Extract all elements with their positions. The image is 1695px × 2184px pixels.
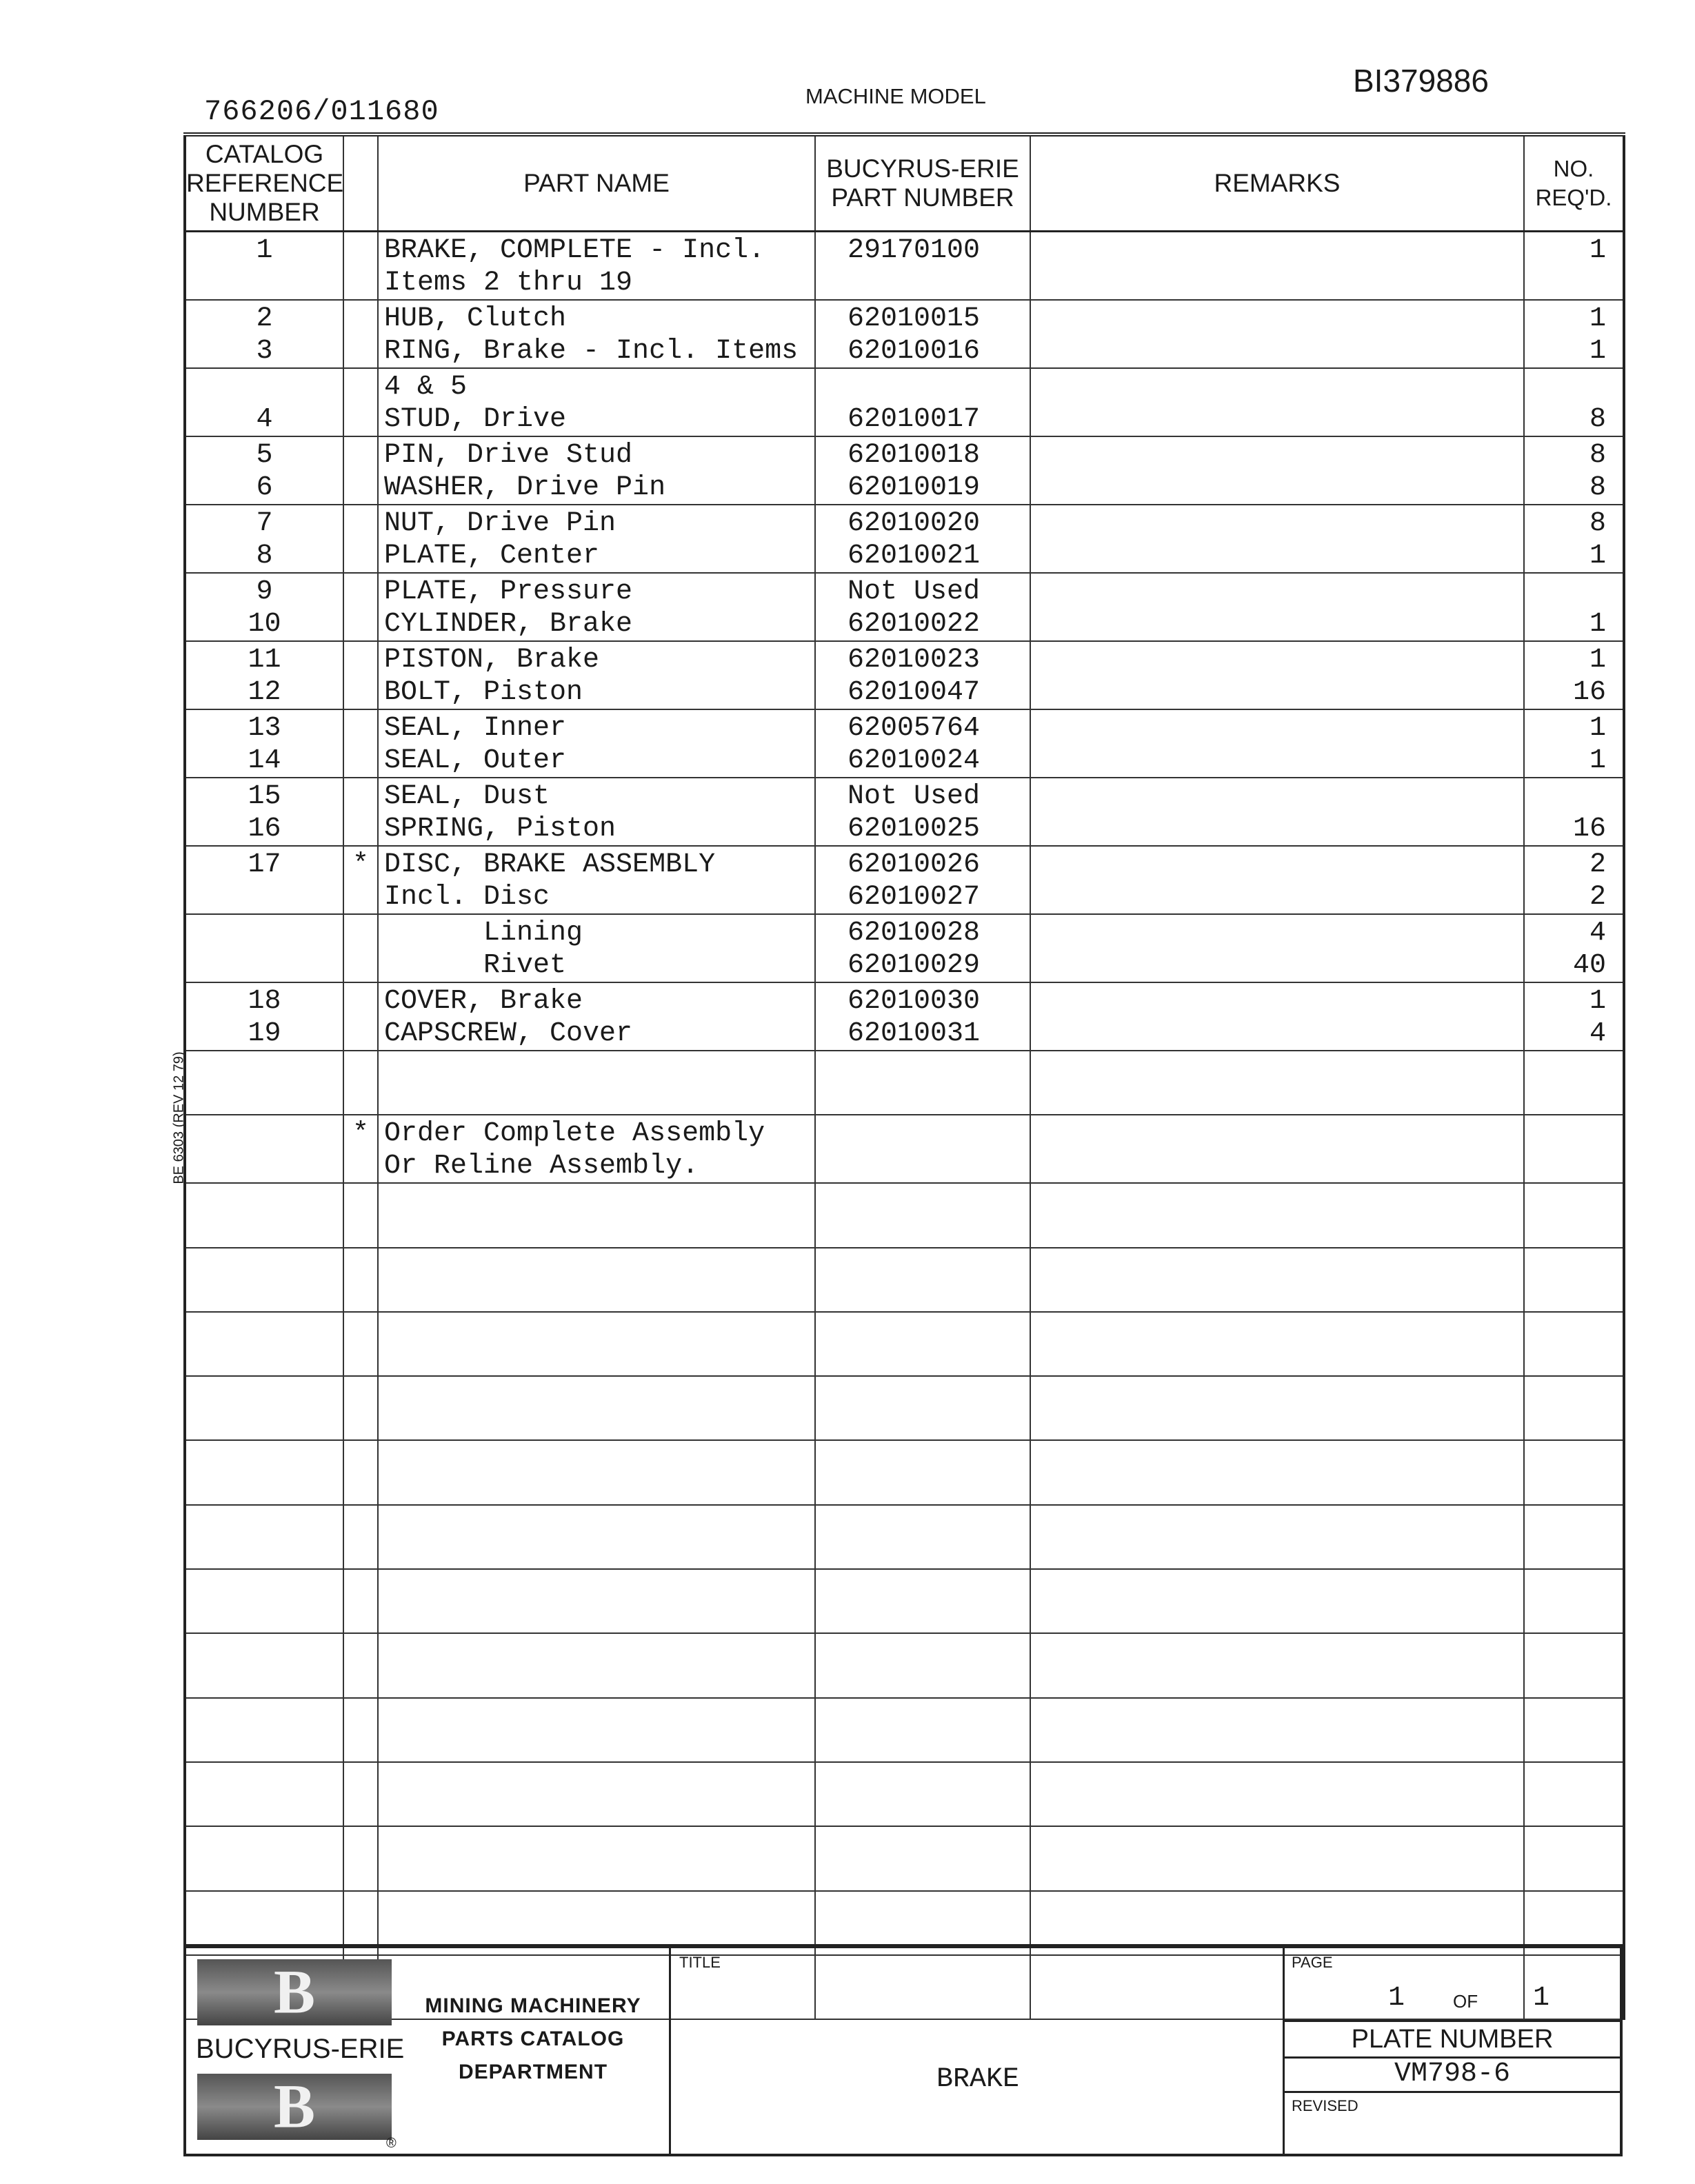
qty-cell [1524, 1183, 1624, 1247]
catalog-ref-cell [185, 1248, 343, 1312]
remarks-cell [1030, 1248, 1524, 1312]
part-name-cell: PLATE, Pressure CYLINDER, Brake [378, 573, 815, 641]
part-number-cell: Not Used 62010025 [815, 778, 1030, 846]
part-name-cell [378, 1698, 815, 1762]
catalog-ref-cell: 17 [185, 846, 343, 914]
title-label: TITLE [679, 1954, 721, 1971]
page-total: 1 [1533, 1983, 1550, 2014]
col-header-remarks: REMARKS [1030, 134, 1524, 232]
part-number-cell [815, 1505, 1030, 1569]
part-name-cell: Lining Rivet [378, 914, 815, 982]
qty-cell [1524, 1826, 1624, 1890]
part-name-cell: PIN, Drive Stud WASHER, Drive Pin [378, 436, 815, 505]
qty-cell: 4 40 [1524, 914, 1624, 982]
part-name-cell: PISTON, Brake BOLT, Piston [378, 641, 815, 709]
part-number-cell: 29170100 [815, 232, 1030, 301]
table-row [185, 1826, 1624, 1890]
part-name-cell [378, 1183, 815, 1247]
plate-number-label: PLATE NUMBER [1285, 2020, 1620, 2059]
table-row [185, 300, 1624, 368]
department-line-3: DEPARTMENT [458, 2061, 608, 2083]
part-number-cell [815, 1115, 1030, 1183]
note-mark-cell [343, 1376, 378, 1440]
part-number-cell [815, 1376, 1030, 1440]
remarks-cell [1030, 982, 1524, 1051]
col-header-qty: NO. REQ'D. [1524, 134, 1624, 232]
remarks-cell [1030, 368, 1524, 436]
remarks-cell [1030, 1569, 1524, 1633]
note-mark-cell [343, 232, 378, 301]
catalog-ref-cell [185, 1569, 343, 1633]
remarks-cell [1030, 914, 1524, 982]
catalog-ref-cell [185, 1505, 343, 1569]
remarks-cell [1030, 1633, 1524, 1697]
remarks-cell [1030, 1698, 1524, 1762]
catalog-ref-cell [185, 1183, 343, 1247]
note-mark-cell [343, 914, 378, 982]
part-number-cell: 62010023 62010047 [815, 641, 1030, 709]
remarks-cell [1030, 1440, 1524, 1504]
qty-cell [1524, 1569, 1624, 1633]
table-row [185, 914, 1624, 982]
qty-cell [1524, 1248, 1624, 1312]
note-mark-cell [343, 1248, 378, 1312]
part-name-cell [378, 1440, 815, 1504]
catalog-ref-cell [185, 1312, 343, 1376]
remarks-cell [1030, 1376, 1524, 1440]
table-row [185, 1762, 1624, 1826]
part-name-cell [378, 1762, 815, 1826]
catalog-ref-cell [185, 1440, 343, 1504]
note-mark-cell: * [343, 846, 378, 914]
remarks-cell [1030, 1183, 1524, 1247]
plate-title: BRAKE [936, 2064, 1020, 2095]
part-number-cell [815, 1762, 1030, 1826]
table-row [185, 778, 1624, 846]
remarks-cell [1030, 641, 1524, 709]
part-number-cell [815, 1440, 1030, 1504]
table-row [185, 1183, 1624, 1247]
part-name-cell: SEAL, Dust SPRING, Piston [378, 778, 815, 846]
company-logo: B [197, 1959, 392, 2025]
department-name [405, 1990, 661, 2089]
form-code: BE 6303 (REV 12 79) [171, 1051, 187, 1184]
qty-cell [1524, 1440, 1624, 1504]
col-header-mark [343, 134, 378, 232]
page-number: 1 [1388, 1983, 1405, 2014]
part-number-cell [815, 1183, 1030, 1247]
table-row [185, 1633, 1624, 1697]
part-number-cell [815, 1633, 1030, 1697]
title-cell [669, 1948, 1285, 2154]
remarks-cell [1030, 232, 1524, 301]
note-mark-cell [343, 1826, 378, 1890]
catalog-ref-cell: 7 8 [185, 505, 343, 573]
remarks-cell [1030, 1762, 1524, 1826]
part-name-cell [378, 1376, 815, 1440]
note-mark-cell [343, 368, 378, 436]
remarks-cell [1030, 1312, 1524, 1376]
table-row [185, 436, 1624, 505]
qty-cell [1524, 1698, 1624, 1762]
qty-cell: 16 [1524, 778, 1624, 846]
catalog-ref-cell: 9 10 [185, 573, 343, 641]
remarks-cell [1030, 436, 1524, 505]
part-name-cell: BRAKE, COMPLETE - Incl. Items 2 thru 19 [378, 232, 815, 301]
col-header-part-name: PART NAME [378, 134, 815, 232]
remarks-cell [1030, 1115, 1524, 1183]
part-name-cell: DISC, BRAKE ASSEMBLY Incl. Disc [378, 846, 815, 914]
company-name: BUCYRUS-ERIE [196, 2034, 405, 2064]
catalog-ref-cell [185, 1051, 343, 1115]
catalog-ref-cell [185, 1826, 343, 1890]
catalog-ref-cell: 18 19 [185, 982, 343, 1051]
table-row [185, 846, 1624, 914]
parts-table [183, 132, 1625, 2020]
part-name-cell [378, 1505, 815, 1569]
table-row [185, 505, 1624, 573]
department-line-1: MINING MACHINERY [425, 1994, 641, 2017]
qty-cell [1524, 1762, 1624, 1826]
remarks-cell [1030, 1505, 1524, 1569]
note-mark-cell [343, 709, 378, 778]
table-row [185, 1376, 1624, 1440]
catalog-ref-cell: 1 [185, 232, 343, 301]
table-row [185, 1440, 1624, 1504]
catalog-ref-cell: 5 6 [185, 436, 343, 505]
remarks-cell [1030, 778, 1524, 846]
qty-cell: 1 1 [1524, 300, 1624, 368]
note-mark-cell [343, 300, 378, 368]
table-row [185, 1248, 1624, 1312]
catalog-ref-cell [185, 1115, 343, 1183]
catalog-ref-cell: 4 [185, 368, 343, 436]
part-number-cell [815, 1698, 1030, 1762]
part-name-cell [378, 1826, 815, 1890]
catalog-ref-cell: 2 3 [185, 300, 343, 368]
table-row [185, 709, 1624, 778]
department-line-2: PARTS CATALOG [441, 2028, 625, 2050]
part-number-cell: 62010028 62010029 [815, 914, 1030, 982]
col-header-catalog-ref: CATALOG REFERENCE NUMBER [185, 134, 343, 232]
remarks-cell [1030, 300, 1524, 368]
catalog-ref-cell [185, 914, 343, 982]
note-mark-cell: * [343, 1115, 378, 1183]
note-mark-cell [343, 1183, 378, 1247]
part-name-cell [378, 1633, 815, 1697]
document-id: BI379886 [1353, 63, 1489, 99]
parts-rows [185, 232, 1624, 2020]
note-mark-cell [343, 1762, 378, 1826]
part-name-cell: Order Complete Assembly Or Reline Assembly. [378, 1115, 815, 1183]
note-mark-cell [343, 778, 378, 846]
part-name-cell [378, 1051, 815, 1115]
catalog-ref-cell [185, 1376, 343, 1440]
note-mark-cell [343, 1312, 378, 1376]
qty-cell: 8 8 [1524, 436, 1624, 505]
part-number-cell: 62010015 62010016 [815, 300, 1030, 368]
table-row [185, 1115, 1624, 1183]
remarks-cell [1030, 573, 1524, 641]
machine-model-label: MACHINE MODEL [805, 84, 986, 108]
table-row [185, 573, 1624, 641]
note-mark-cell [343, 982, 378, 1051]
part-number-cell: 62005764 62010024 [815, 709, 1030, 778]
company-logo-secondary: B [197, 2074, 392, 2140]
page-cell [1283, 1948, 1620, 2154]
qty-cell: 8 1 [1524, 505, 1624, 573]
note-mark-cell [343, 1633, 378, 1697]
table-row [185, 982, 1624, 1051]
plate-number: VM798-6 [1285, 2056, 1620, 2093]
company-block [186, 1948, 669, 2154]
qty-cell [1524, 1051, 1624, 1115]
note-mark-cell [343, 1440, 378, 1504]
note-mark-cell [343, 1698, 378, 1762]
qty-cell: 8 [1524, 368, 1624, 436]
remarks-cell [1030, 709, 1524, 778]
qty-cell: 1 [1524, 573, 1624, 641]
table-row [185, 1505, 1624, 1569]
remarks-cell [1030, 505, 1524, 573]
part-number-cell: 62010020 62010021 [815, 505, 1030, 573]
part-number-cell: 62010018 62010019 [815, 436, 1030, 505]
page-label: PAGE [1292, 1954, 1333, 1971]
table-row [185, 1051, 1624, 1115]
title-block [183, 1944, 1623, 2156]
revised-label: REVISED [1292, 2097, 1358, 2114]
catalog-ref-cell [185, 1633, 343, 1697]
part-name-cell [378, 1569, 815, 1633]
part-name-cell [378, 1248, 815, 1312]
part-name-cell: 4 & 5 STUD, Drive [378, 368, 815, 436]
qty-cell [1524, 1115, 1624, 1183]
note-mark-cell [343, 1569, 378, 1633]
note-mark-cell [343, 1051, 378, 1115]
table-row [185, 1569, 1624, 1633]
qty-cell: 1 1 [1524, 709, 1624, 778]
catalog-ref-cell: 13 14 [185, 709, 343, 778]
note-mark-cell [343, 1505, 378, 1569]
qty-cell [1524, 1633, 1624, 1697]
qty-cell: 2 2 [1524, 846, 1624, 914]
table-row [185, 232, 1624, 301]
note-mark-cell [343, 436, 378, 505]
note-mark-cell [343, 641, 378, 709]
table-row [185, 641, 1624, 709]
catalog-ref-cell [185, 1698, 343, 1762]
part-number-cell: Not Used 62010022 [815, 573, 1030, 641]
qty-cell [1524, 1312, 1624, 1376]
registered-mark-icon: ® [386, 2136, 397, 2151]
catalog-ref-cell: 11 12 [185, 641, 343, 709]
remarks-cell [1030, 1826, 1524, 1890]
qty-cell: 1 4 [1524, 982, 1624, 1051]
part-number-cell [815, 1248, 1030, 1312]
note-mark-cell [343, 573, 378, 641]
qty-cell [1524, 1505, 1624, 1569]
reference-code: 766206/011680 [204, 95, 439, 128]
catalog-ref-cell [185, 1762, 343, 1826]
part-number-cell [815, 1051, 1030, 1115]
table-row [185, 1312, 1624, 1376]
remarks-cell [1030, 1051, 1524, 1115]
remarks-cell [1030, 846, 1524, 914]
part-name-cell: HUB, Clutch RING, Brake - Incl. Items [378, 300, 815, 368]
qty-cell: 1 16 [1524, 641, 1624, 709]
part-number-cell [815, 1826, 1030, 1890]
part-name-cell: SEAL, Inner SEAL, Outer [378, 709, 815, 778]
qty-cell [1524, 1376, 1624, 1440]
part-number-cell: 62010030 62010031 [815, 982, 1030, 1051]
part-number-cell: 62010017 [815, 368, 1030, 436]
part-number-cell: 62010026 62010027 [815, 846, 1030, 914]
table-row [185, 368, 1624, 436]
part-name-cell [378, 1312, 815, 1376]
table-row [185, 1698, 1624, 1762]
part-name-cell: NUT, Drive Pin PLATE, Center [378, 505, 815, 573]
part-number-cell [815, 1312, 1030, 1376]
qty-cell: 1 [1524, 232, 1624, 301]
note-mark-cell [343, 505, 378, 573]
part-number-cell [815, 1569, 1030, 1633]
col-header-part-number: BUCYRUS-ERIE PART NUMBER [815, 134, 1030, 232]
part-name-cell: COVER, Brake CAPSCREW, Cover [378, 982, 815, 1051]
page-of-label: OF [1453, 1991, 1478, 2012]
catalog-ref-cell: 15 16 [185, 778, 343, 846]
table-header-row [185, 134, 1624, 232]
